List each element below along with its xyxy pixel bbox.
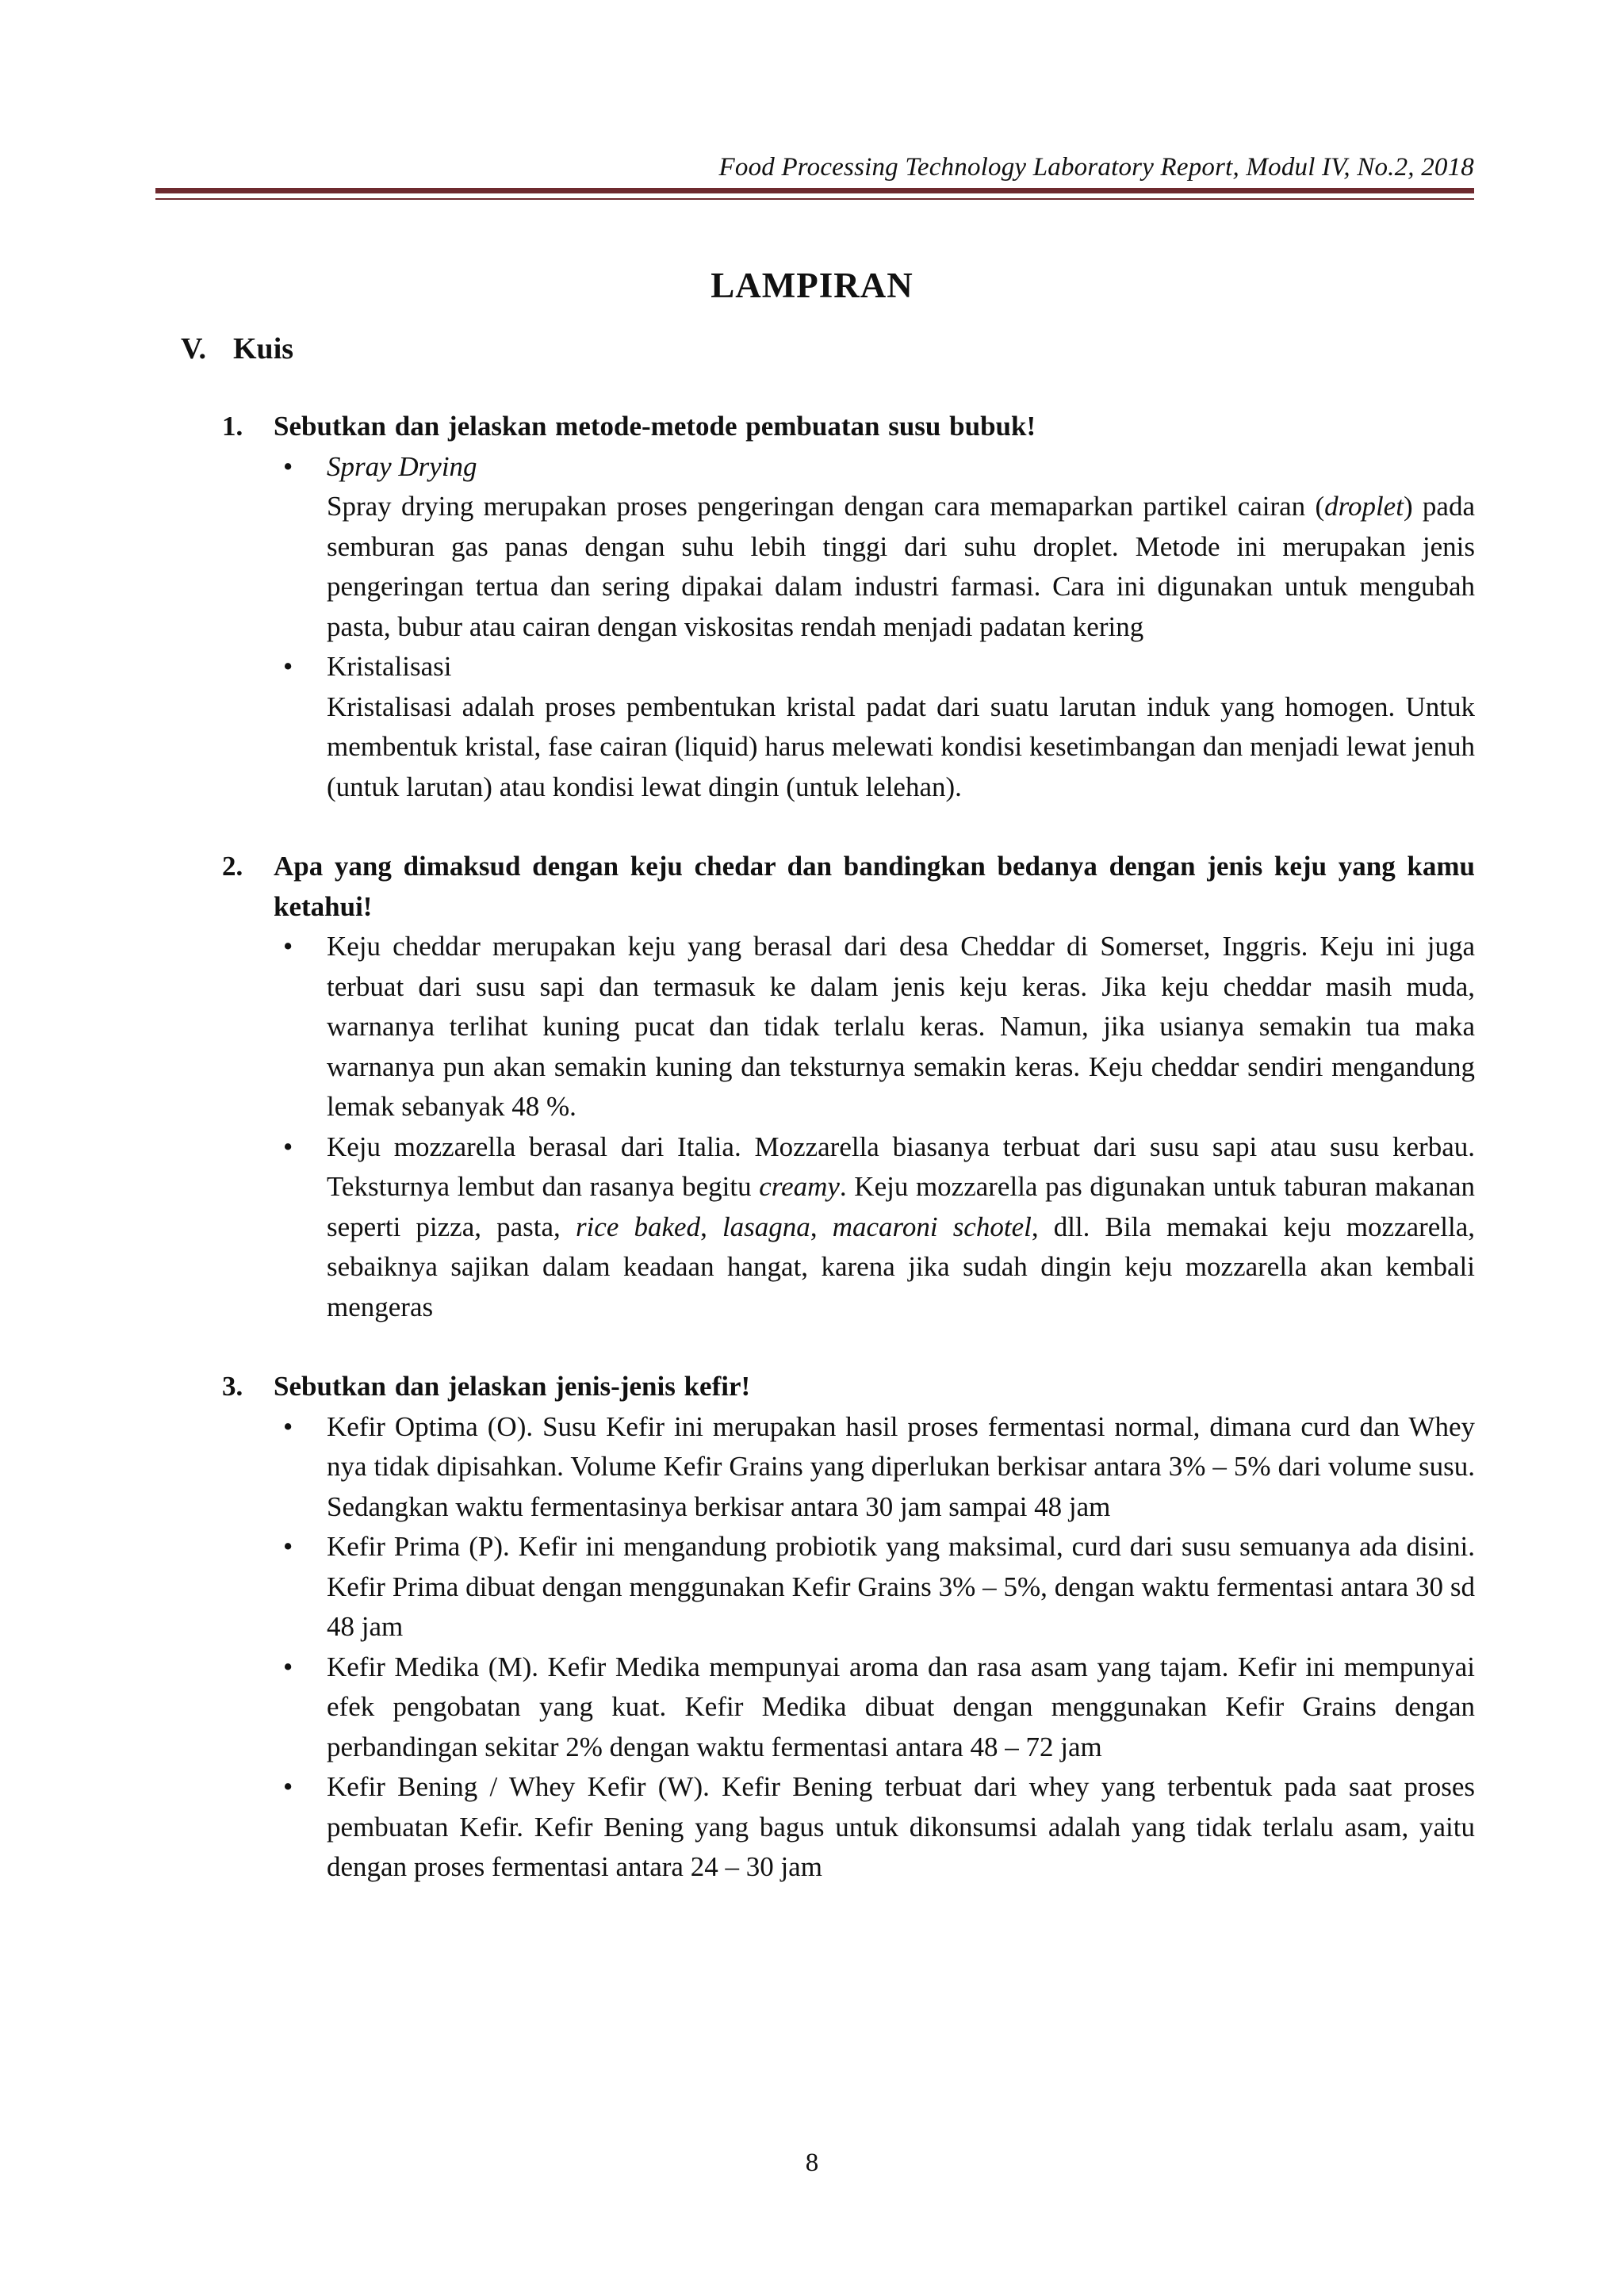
answer-item bbox=[327, 647, 1475, 807]
question-2 bbox=[222, 847, 1475, 1327]
header-rule-thin bbox=[155, 198, 1474, 200]
answer-emphasis: lasagna bbox=[722, 1211, 810, 1242]
answer-item: • Kefir Optima (O). Susu Kefir ini merupakan hasil proses fermentasi normal, dimana curd dan Whey nya tidak dipisahkan. Volume Kefir Grains yang diperlukan berkisar antara 3% – 5% dari volume susu. Sedangkan waktu fermentasinya berkisar antara 30 jam sampai 48 jam bbox=[327, 1407, 1475, 1528]
answer-text: ) pada semburan gas panas dengan suhu lebih tinggi dari suhu droplet. Metode ini merupakan jenis pengeringan tertua dan sering dipakai dalam industri farmasi. Cara ini digunakan untuk mengubah pasta, bubur atau cairan dengan viskositas rendah menjadi padatan kering bbox=[327, 491, 1475, 642]
answer-body: Kristalisasi adalah proses pembentukan kristal padat dari suatu larutan induk yang homogen. Untuk membentuk kristal, fase cairan (liquid) harus melewati kondisi kesetimbangan dan menjadi lewat jenuh (untuk larutan) atau kondisi lewat dingin (untuk lelehan). bbox=[327, 691, 1475, 802]
section-number: V. bbox=[181, 332, 207, 365]
answer-item: • Keju cheddar merupakan keju yang berasal dari desa Cheddar di Somerset, Inggris. Keju ini juga terbuat dari susu sapi dan termasuk ke dalam jenis keju keras. Jika keju cheddar masih muda, warnanya terlihat kuning pucat dan tidak terlalu keras. Namun, jika usianya semakin tua maka warnanya pun akan semakin kuning dan teksturnya semakin keras. Keju cheddar sendiri mengandung lemak sebanyak 48 %. bbox=[327, 927, 1475, 1127]
question-3 bbox=[222, 1367, 1475, 1888]
running-header: Food Processing Technology Laboratory Report, Modul IV, No.2, 2018 bbox=[718, 153, 1474, 182]
answer-text: . Keju mozzarella pas digunakan untuk taburan makanan seperti pizza, pasta, bbox=[327, 1171, 1475, 1242]
answer-item: • Kefir Bening / Whey Kefir (W). Kefir Bening terbuat dari whey yang terbentuk pada saat proses pembuatan Kefir. Kefir Bening yang bagus untuk dikonsumsi adalah yang tidak terlalu asam, yaitu dengan proses fermentasi antara 24 – 30 jam bbox=[327, 1767, 1475, 1888]
answer-item: • Kefir Medika (M). Kefir Medika mempunyai aroma dan rasa asam yang tajam. Kefir ini mempunyai efek pengobatan yang kuat. Kefir Medika dibuat dengan menggunakan Kefir Grains dengan perbandingan sekitar 2% dengan waktu fermentasi antara 48 – 72 jam bbox=[327, 1647, 1475, 1768]
answer-text: , bbox=[810, 1211, 833, 1242]
answer-emphasis: rice baked bbox=[575, 1211, 701, 1242]
page-number: 8 bbox=[805, 2149, 819, 2177]
question-text: Apa yang dimaksud dengan keju chedar dan bandingkan bedanya dengan jenis keju yang kamu ketahui! bbox=[274, 851, 1475, 922]
answer-list bbox=[222, 447, 1475, 808]
question-heading bbox=[222, 847, 1475, 927]
question-text: Sebutkan dan jelaskan metode-metode pembuatan susu bubuk! bbox=[274, 411, 1036, 442]
question-number: 3. bbox=[222, 1371, 243, 1402]
spacer bbox=[222, 1327, 1475, 1367]
answer-term: • Kristalisasi bbox=[327, 651, 452, 682]
answer-emphasis: creamy bbox=[759, 1171, 840, 1202]
answer-emphasis: droplet bbox=[1324, 491, 1404, 522]
answer-item bbox=[327, 447, 1475, 648]
answer-term: • Spray Drying bbox=[327, 450, 477, 482]
question-number: 2. bbox=[222, 851, 243, 882]
answer-emphasis: macaroni schotel bbox=[832, 1211, 1032, 1242]
answer-item bbox=[327, 1127, 1475, 1328]
answer-text: Spray drying merupakan proses pengeringan dengan cara memaparkan partikel cairan ( bbox=[327, 491, 1325, 522]
answer-text: , dll. Bila memakai keju mozzarella, sebaiknya sajikan dalam keadaan hangat, karena jika sudah dingin keju mozzarella akan kembali mengeras bbox=[327, 1211, 1476, 1322]
answer-text: , bbox=[700, 1211, 722, 1242]
answer-list bbox=[222, 927, 1475, 1327]
header-rule-thick bbox=[155, 188, 1474, 193]
page-title: LAMPIRAN bbox=[710, 266, 914, 305]
answer-item: • Kefir Prima (P). Kefir ini mengandung probiotik yang maksimal, curd dari susu semuanya ada disini. Kefir Prima dibuat dengan menggunakan Kefir Grains 3% – 5%, dengan waktu fermentasi antara 30 sd 48 jam bbox=[327, 1527, 1475, 1647]
quiz-content bbox=[222, 407, 1475, 1888]
question-heading bbox=[222, 1367, 1475, 1407]
question-text: Sebutkan dan jelaskan jenis-jenis kefir! bbox=[274, 1371, 751, 1402]
spacer bbox=[222, 807, 1475, 847]
section-heading bbox=[181, 331, 293, 366]
section-label: Kuis bbox=[233, 332, 294, 365]
question-heading bbox=[222, 407, 1475, 447]
answer-text: Keju mozzarella berasal dari Italia. Mozzarella biasanya terbuat dari susu sapi atau susu kerbau. Teksturnya lembut dan rasanya begitu bbox=[327, 1131, 1475, 1202]
question-1 bbox=[222, 407, 1475, 807]
question-number: 1. bbox=[222, 411, 243, 442]
answer-list bbox=[222, 1407, 1475, 1888]
answer-body bbox=[327, 487, 1475, 647]
